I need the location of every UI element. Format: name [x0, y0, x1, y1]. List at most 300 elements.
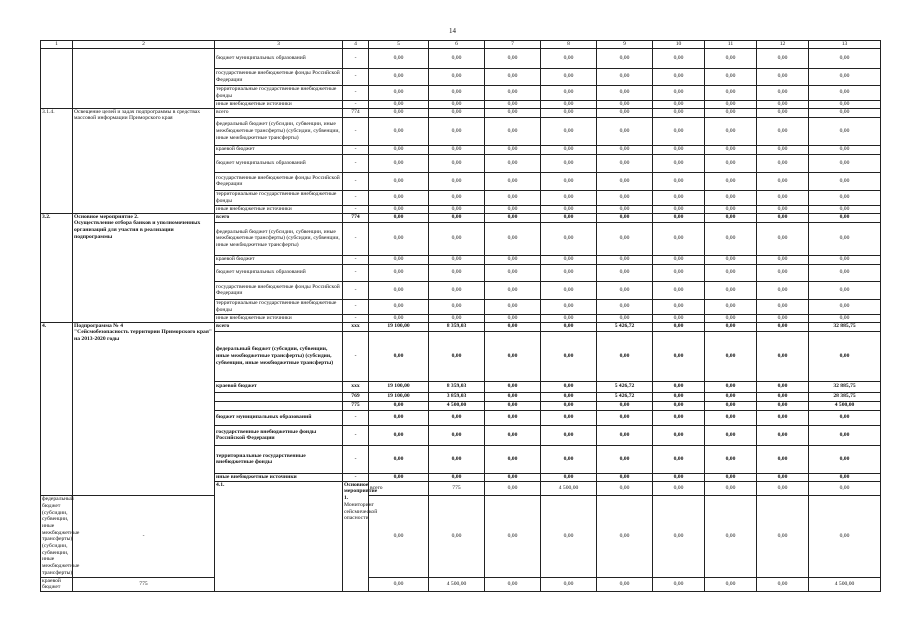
name-cell — [73, 213, 215, 322]
kbk-cell: - — [343, 48, 369, 68]
header-cell: 7 — [485, 41, 541, 49]
value-cell: 0,00 — [653, 222, 705, 255]
value-cell: 0,00 — [809, 85, 881, 100]
value-cell: 0,00 — [541, 425, 597, 445]
value-cell: 0,00 — [485, 381, 541, 392]
header-cell: 12 — [757, 41, 809, 49]
header-cell: 3 — [215, 41, 343, 49]
value-cell: 0,00 — [653, 108, 705, 117]
value-cell: 0,00 — [809, 100, 881, 108]
value-cell: 0,00 — [757, 48, 809, 68]
value-cell: 0,00 — [429, 117, 485, 145]
value-cell: 0,00 — [369, 401, 429, 410]
value-cell: 0,00 — [809, 481, 881, 495]
value-cell: 0,00 — [705, 48, 757, 68]
value-cell: 0,00 — [653, 281, 705, 299]
value-cell: 0,00 — [429, 281, 485, 299]
value-cell: 0,00 — [429, 154, 485, 172]
value-cell: 0,00 — [809, 172, 881, 190]
name-description: "Сейсмобезопасность территории Приморского края" на 2013-2020 годы — [74, 329, 212, 343]
value-cell: 0,00 — [369, 255, 429, 264]
value-cell: 0,00 — [705, 145, 757, 154]
value-cell: 0,00 — [369, 172, 429, 190]
value-cell: 0,00 — [757, 481, 809, 495]
table-body — [41, 41, 881, 592]
value-cell: 0,00 — [597, 299, 653, 314]
table-row — [41, 213, 881, 222]
value-cell: 0,00 — [485, 205, 541, 213]
value-cell: 0,00 — [705, 255, 757, 264]
value-cell: 0,00 — [369, 108, 429, 117]
kbk-cell: 775 — [73, 577, 215, 591]
value-cell: 0,00 — [485, 401, 541, 410]
value-cell: 0,00 — [429, 410, 485, 425]
value-cell: 0,00 — [485, 281, 541, 299]
kbk-cell: - — [343, 117, 369, 145]
header-cell: 13 — [809, 41, 881, 49]
value-cell: 0,00 — [369, 48, 429, 68]
name-cell — [73, 322, 215, 495]
value-cell: 0,00 — [809, 48, 881, 68]
source-cell: территориальные государственные внебюджетные фонды — [215, 190, 343, 205]
value-cell: 0,00 — [369, 68, 429, 85]
value-cell: 0,00 — [541, 410, 597, 425]
value-cell: 0,00 — [369, 222, 429, 255]
value-cell: 0,00 — [429, 190, 485, 205]
value-cell: 0,00 — [705, 264, 757, 281]
value-cell: 0,00 — [653, 322, 705, 331]
kbk-cell: - — [343, 190, 369, 205]
value-cell: 0,00 — [429, 48, 485, 68]
value-cell: 0,00 — [541, 401, 597, 410]
value-cell: 0,00 — [485, 190, 541, 205]
value-cell: 0,00 — [653, 410, 705, 425]
value-cell: 0,00 — [653, 48, 705, 68]
value-cell: 0,00 — [809, 281, 881, 299]
source-cell: федеральный бюджет (субсидии, субвенции, иные межбюджетные трансферты) (субсидии, субвенции, иные межбюджетные трансферты) — [215, 222, 343, 255]
table-row — [41, 577, 881, 591]
value-cell: 0,00 — [653, 401, 705, 410]
source-cell: всего — [215, 322, 343, 331]
source-cell: государственные внебюджетные фонды Российской Федерации — [215, 68, 343, 85]
code-cell: 4. — [41, 322, 73, 495]
value-cell: 0,00 — [705, 172, 757, 190]
value-cell: 0,00 — [597, 190, 653, 205]
value-cell: 5 426,72 — [597, 381, 653, 392]
value-cell: 0,00 — [369, 264, 429, 281]
page-number: 14 — [449, 27, 456, 35]
source-cell: краевой бюджет — [215, 255, 343, 264]
value-cell: 0,00 — [653, 577, 705, 591]
value-cell: 0,00 — [485, 117, 541, 145]
value-cell: 4 500,00 — [541, 481, 597, 495]
value-cell: 4 500,00 — [809, 577, 881, 591]
kbk-cell: - — [343, 154, 369, 172]
value-cell: 0,00 — [597, 314, 653, 322]
kbk-cell: - — [343, 299, 369, 314]
value-cell: 0,00 — [705, 154, 757, 172]
kbk-cell: - — [343, 425, 369, 445]
value-cell: 0,00 — [369, 190, 429, 205]
value-cell: 0,00 — [705, 473, 757, 481]
header-cell: 8 — [541, 41, 597, 49]
kbk-cell: - — [343, 172, 369, 190]
value-cell: 0,00 — [809, 410, 881, 425]
value-cell: 0,00 — [429, 100, 485, 108]
code-cell: 3.2. — [41, 213, 73, 322]
value-cell: 3 859,03 — [429, 392, 485, 401]
value-cell: 0,00 — [757, 190, 809, 205]
value-cell: 0,00 — [653, 299, 705, 314]
value-cell: 0,00 — [541, 68, 597, 85]
value-cell: 0,00 — [485, 255, 541, 264]
value-cell: 0,00 — [653, 392, 705, 401]
value-cell: 0,00 — [541, 108, 597, 117]
value-cell: 0,00 — [429, 85, 485, 100]
value-cell: 0,00 — [757, 392, 809, 401]
value-cell: 0,00 — [705, 117, 757, 145]
kbk-cell: - — [343, 100, 369, 108]
value-cell: 4 500,00 — [429, 401, 485, 410]
header-cell: 9 — [597, 41, 653, 49]
source-cell: краевой бюджет — [215, 381, 343, 392]
value-cell: 0,00 — [705, 299, 757, 314]
value-cell: 0,00 — [597, 331, 653, 381]
kbk-cell: xxx — [343, 322, 369, 331]
value-cell: 0,00 — [485, 314, 541, 322]
value-cell: 0,00 — [597, 172, 653, 190]
value-cell: 0,00 — [541, 117, 597, 145]
value-cell: 0,00 — [429, 264, 485, 281]
value-cell: 0,00 — [541, 85, 597, 100]
value-cell: 0,00 — [809, 68, 881, 85]
code-cell: 4.1. — [215, 481, 343, 591]
source-cell: иные внебюджетные источники — [215, 100, 343, 108]
value-cell: 0,00 — [597, 68, 653, 85]
table-row — [41, 48, 881, 68]
source-cell: государственные внебюджетные фонды Российской Федерации — [215, 172, 343, 190]
value-cell: 0,00 — [705, 410, 757, 425]
value-cell: 0,00 — [653, 100, 705, 108]
source-cell: государственные внебюджетные фонды Российской Федерации — [215, 281, 343, 299]
name-title: Подпрограмма № 4 — [74, 322, 123, 329]
kbk-cell: - — [343, 314, 369, 322]
value-cell: 28 385,75 — [809, 392, 881, 401]
value-cell: 0,00 — [485, 48, 541, 68]
value-cell: 0,00 — [597, 577, 653, 591]
value-cell: 0,00 — [541, 445, 597, 473]
value-cell: 0,00 — [757, 213, 809, 222]
value-cell: 0,00 — [541, 100, 597, 108]
header-cell: 11 — [705, 41, 757, 49]
value-cell: 0,00 — [429, 496, 485, 577]
value-cell: 0,00 — [705, 190, 757, 205]
value-cell: 0,00 — [757, 445, 809, 473]
kbk-cell: - — [343, 473, 369, 481]
value-cell: 0,00 — [369, 154, 429, 172]
value-cell: 0,00 — [369, 281, 429, 299]
header-cell: 2 — [73, 41, 215, 49]
value-cell: 0,00 — [705, 401, 757, 410]
value-cell: 0,00 — [429, 222, 485, 255]
value-cell: 0,00 — [597, 401, 653, 410]
source-cell — [215, 392, 343, 401]
source-cell: федеральный бюджет (субсидии, субвенции, иные межбюджетные трансферты) (субсидии, субвенции, иные межбюджетные трансферты) — [215, 331, 343, 381]
value-cell: 0,00 — [597, 255, 653, 264]
kbk-cell: - — [343, 410, 369, 425]
source-cell — [215, 401, 343, 410]
value-cell: 32 885,75 — [809, 381, 881, 392]
value-cell: 0,00 — [757, 401, 809, 410]
kbk-cell: - — [343, 222, 369, 255]
kbk-cell: 775 — [343, 401, 369, 410]
value-cell: 0,00 — [757, 322, 809, 331]
value-cell: 0,00 — [541, 172, 597, 190]
value-cell: 0,00 — [809, 496, 881, 577]
value-cell: 0,00 — [597, 496, 653, 577]
budget-table — [40, 40, 881, 592]
value-cell: 0,00 — [757, 205, 809, 213]
value-cell: 0,00 — [653, 331, 705, 381]
value-cell: 0,00 — [485, 68, 541, 85]
value-cell: 0,00 — [809, 299, 881, 314]
value-cell: 0,00 — [757, 100, 809, 108]
source-cell: федеральный бюджет (субсидии, субвенции, иные межбюджетные трансферты) (субсидии, субвенции, иные межбюджетные трансферты) — [215, 117, 343, 145]
value-cell: 0,00 — [429, 108, 485, 117]
value-cell: 0,00 — [809, 222, 881, 255]
value-cell: 0,00 — [485, 425, 541, 445]
value-cell: 0,00 — [705, 213, 757, 222]
value-cell: 0,00 — [485, 331, 541, 381]
kbk-cell: xxx — [343, 381, 369, 392]
header-cell: 6 — [429, 41, 485, 49]
code-cell — [41, 48, 73, 108]
header-cell: 10 — [653, 41, 705, 49]
value-cell: 0,00 — [541, 154, 597, 172]
source-cell: государственные внебюджетные фонды Российской Федерации — [215, 425, 343, 445]
value-cell: 0,00 — [429, 425, 485, 445]
value-cell: 0,00 — [757, 331, 809, 381]
kbk-cell: - — [343, 68, 369, 85]
code-cell: 3.1.4. — [41, 108, 73, 213]
value-cell: 0,00 — [485, 473, 541, 481]
value-cell: 0,00 — [541, 48, 597, 68]
table-row — [41, 322, 881, 331]
value-cell: 0,00 — [653, 445, 705, 473]
value-cell: 0,00 — [757, 425, 809, 445]
value-cell: 0,00 — [653, 473, 705, 481]
value-cell: 19 100,00 — [369, 322, 429, 331]
value-cell: 0,00 — [705, 445, 757, 473]
value-cell: 0,00 — [369, 410, 429, 425]
value-cell: 0,00 — [541, 145, 597, 154]
value-cell: 0,00 — [369, 331, 429, 381]
value-cell: 0,00 — [757, 473, 809, 481]
value-cell: 0,00 — [541, 190, 597, 205]
value-cell: 0,00 — [705, 100, 757, 108]
kbk-cell: 774 — [343, 108, 369, 117]
source-cell: краевой бюджет — [41, 577, 73, 591]
value-cell: 0,00 — [369, 473, 429, 481]
value-cell: 0,00 — [653, 68, 705, 85]
value-cell: 8 359,03 — [429, 381, 485, 392]
kbk-cell: - — [343, 331, 369, 381]
value-cell: 0,00 — [653, 172, 705, 190]
value-cell: 0,00 — [485, 322, 541, 331]
value-cell: 0,00 — [541, 299, 597, 314]
value-cell: 0,00 — [809, 314, 881, 322]
value-cell: 0,00 — [485, 481, 541, 495]
value-cell: 0,00 — [757, 68, 809, 85]
value-cell: 0,00 — [705, 68, 757, 85]
value-cell: 5 426,72 — [597, 322, 653, 331]
value-cell: 0,00 — [597, 264, 653, 281]
value-cell: 0,00 — [653, 85, 705, 100]
value-cell: 0,00 — [653, 481, 705, 495]
value-cell: 0,00 — [809, 117, 881, 145]
value-cell: 0,00 — [757, 117, 809, 145]
name-description: Мониторинг сейсмической опасности — [344, 501, 378, 522]
value-cell: 0,00 — [485, 85, 541, 100]
value-cell: 0,00 — [705, 392, 757, 401]
value-cell: 0,00 — [757, 85, 809, 100]
header-row — [41, 41, 881, 49]
value-cell: 0,00 — [369, 425, 429, 445]
value-cell: 0,00 — [757, 299, 809, 314]
header-cell: 4 — [343, 41, 369, 49]
value-cell: 0,00 — [485, 445, 541, 473]
value-cell: 0,00 — [809, 445, 881, 473]
value-cell: 0,00 — [369, 213, 429, 222]
source-cell: территориальные государственные внебюджетные фонды — [215, 85, 343, 100]
value-cell: 4 500,00 — [429, 577, 485, 591]
value-cell: 0,00 — [369, 314, 429, 322]
value-cell: 0,00 — [705, 281, 757, 299]
value-cell: 0,00 — [541, 331, 597, 381]
value-cell: 0,00 — [653, 255, 705, 264]
value-cell: 0,00 — [369, 577, 429, 591]
kbk-cell: - — [343, 205, 369, 213]
value-cell: 0,00 — [809, 425, 881, 445]
value-cell: 0,00 — [809, 213, 881, 222]
name-cell — [73, 48, 215, 108]
value-cell: 19 100,00 — [369, 392, 429, 401]
value-cell: 0,00 — [809, 108, 881, 117]
value-cell: 0,00 — [757, 381, 809, 392]
value-cell: 0,00 — [757, 108, 809, 117]
value-cell: 0,00 — [597, 281, 653, 299]
source-cell: бюджет муниципальных образований — [215, 154, 343, 172]
value-cell: 0,00 — [653, 117, 705, 145]
kbk-cell: - — [343, 255, 369, 264]
name-description: Осуществление отбора банков и уполномоченных организаций для участия в реализации подпрограммы — [74, 220, 201, 240]
value-cell: 0,00 — [369, 205, 429, 213]
value-cell: 0,00 — [809, 145, 881, 154]
value-cell: 0,00 — [757, 496, 809, 577]
source-cell: краевой бюджет — [215, 145, 343, 154]
value-cell: 0,00 — [369, 85, 429, 100]
value-cell: 0,00 — [597, 445, 653, 473]
value-cell: 19 100,00 — [369, 381, 429, 392]
value-cell: 0,00 — [369, 299, 429, 314]
source-cell: бюджет муниципальных образований — [215, 264, 343, 281]
value-cell: 0,00 — [485, 577, 541, 591]
header-cell: 5 — [369, 41, 429, 49]
value-cell: 0,00 — [705, 108, 757, 117]
value-cell: 0,00 — [429, 445, 485, 473]
value-cell: 0,00 — [705, 331, 757, 381]
value-cell: 0,00 — [485, 172, 541, 190]
value-cell: 0,00 — [653, 264, 705, 281]
value-cell: 0,00 — [485, 213, 541, 222]
value-cell: 0,00 — [485, 108, 541, 117]
value-cell: 0,00 — [809, 190, 881, 205]
value-cell: 0,00 — [809, 473, 881, 481]
value-cell: 0,00 — [757, 222, 809, 255]
value-cell: 0,00 — [485, 264, 541, 281]
value-cell: 0,00 — [369, 496, 429, 577]
source-cell: бюджет муниципальных образований — [215, 48, 343, 68]
value-cell: 0,00 — [369, 445, 429, 473]
value-cell: 0,00 — [541, 322, 597, 331]
name-title: Основное мероприятие 2. — [74, 213, 139, 220]
value-cell: 0,00 — [485, 299, 541, 314]
value-cell: 0,00 — [653, 381, 705, 392]
value-cell: 0,00 — [485, 154, 541, 172]
value-cell: 0,00 — [597, 222, 653, 255]
value-cell: 0,00 — [597, 117, 653, 145]
value-cell: 0,00 — [541, 473, 597, 481]
source-cell: федеральный бюджет (субсидии, субвенции, иные межбюджетные трансферты) (субсидии, субвенции, иные межбюджетные трансферты) — [42, 496, 80, 576]
value-cell: 0,00 — [597, 154, 653, 172]
value-cell: 0,00 — [485, 100, 541, 108]
value-cell: 0,00 — [757, 255, 809, 264]
value-cell: 0,00 — [597, 213, 653, 222]
value-cell: 0,00 — [705, 481, 757, 495]
value-cell: 32 885,75 — [809, 322, 881, 331]
value-cell: 0,00 — [653, 190, 705, 205]
value-cell: 0,00 — [485, 496, 541, 577]
value-cell: 0,00 — [429, 299, 485, 314]
value-cell: 0,00 — [485, 222, 541, 255]
value-cell: 0,00 — [809, 255, 881, 264]
source-cell: всего — [215, 213, 343, 222]
value-cell: 0,00 — [757, 410, 809, 425]
value-cell: 0,00 — [429, 205, 485, 213]
value-cell: 0,00 — [541, 496, 597, 577]
value-cell: 5 426,72 — [597, 392, 653, 401]
value-cell: 0,00 — [597, 85, 653, 100]
value-cell: 0,00 — [541, 205, 597, 213]
value-cell: 0,00 — [705, 381, 757, 392]
kbk-cell: - — [343, 145, 369, 154]
kbk-cell: - — [73, 496, 215, 577]
value-cell: 0,00 — [653, 496, 705, 577]
value-cell: 0,00 — [705, 314, 757, 322]
value-cell: 0,00 — [485, 410, 541, 425]
value-cell: 0,00 — [429, 473, 485, 481]
source-cell: бюджет муниципальных образований — [215, 410, 343, 425]
kbk-cell: - — [343, 281, 369, 299]
value-cell: 0,00 — [597, 145, 653, 154]
source-cell: территориальные государственные внебюджетные фонды — [215, 299, 343, 314]
value-cell: 0,00 — [653, 145, 705, 154]
kbk-cell: 769 — [343, 392, 369, 401]
value-cell: 0,00 — [369, 145, 429, 154]
value-cell: 0,00 — [541, 381, 597, 392]
value-cell: 0,00 — [757, 264, 809, 281]
value-cell: 0,00 — [541, 222, 597, 255]
